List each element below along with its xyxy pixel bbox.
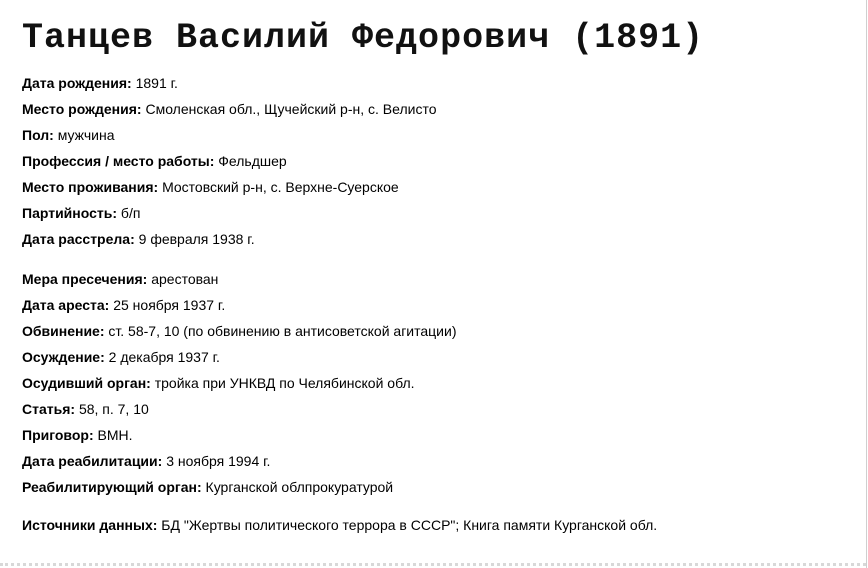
field-value: 1891 г.	[135, 75, 178, 91]
field-execution-date	[22, 226, 852, 252]
field-label: Мера пресечения:	[22, 271, 148, 287]
field-sources	[22, 512, 852, 538]
field-sex	[22, 122, 852, 148]
field-charge	[22, 318, 852, 344]
page-title: Танцев Василий Федорович (1891)	[22, 18, 705, 58]
field-value: Мостовский р-н, с. Верхне-Суерское	[162, 179, 399, 195]
field-value: б/п	[120, 205, 141, 221]
field-arrest-date	[22, 292, 852, 318]
field-rehabilitating-body	[22, 474, 852, 500]
field-article	[22, 396, 852, 422]
field-value: ст. 58-7, 10 (по обвинению в антисоветской агитации)	[108, 323, 457, 339]
field-label: Дата ареста:	[22, 297, 110, 313]
field-label: Место проживания:	[22, 179, 159, 195]
field-value: тройка при УНКВД по Челябинской обл.	[154, 375, 415, 391]
field-value: ВМН.	[97, 427, 133, 443]
field-convicting-body	[22, 370, 852, 396]
page-border	[866, 0, 867, 568]
field-label: Профессия / место работы:	[22, 153, 215, 169]
field-value: БД "Жертвы политического террора в СССР"; Книга памяти Курганской обл.	[161, 517, 658, 533]
field-party	[22, 200, 852, 226]
field-birth-date	[22, 70, 852, 96]
field-label: Пол:	[22, 127, 54, 143]
field-label: Дата рождения:	[22, 75, 132, 91]
field-label: Обвинение:	[22, 323, 105, 339]
field-value: 58, п. 7, 10	[78, 401, 149, 417]
field-value: 3 ноября 1994 г.	[166, 453, 271, 469]
field-label: Дата реабилитации:	[22, 453, 163, 469]
field-value: Фельдшер	[218, 153, 287, 169]
field-label: Статья:	[22, 401, 76, 417]
field-value: 9 февраля 1938 г.	[138, 231, 255, 247]
field-preventive-measure	[22, 266, 852, 292]
section-gap	[22, 500, 852, 512]
field-value: Смоленская обл., Щучейский р-н, с. Велисто	[145, 101, 437, 117]
field-rehabilitation-date	[22, 448, 852, 474]
record-fields	[22, 70, 852, 538]
field-sentence	[22, 422, 852, 448]
field-birth-place	[22, 96, 852, 122]
field-label: Приговор:	[22, 427, 94, 443]
field-value: Курганской облпрокуратурой	[205, 479, 394, 495]
field-label: Партийность:	[22, 205, 118, 221]
field-label: Осудивший орган:	[22, 375, 151, 391]
field-profession	[22, 148, 852, 174]
field-label: Осуждение:	[22, 349, 105, 365]
field-value: мужчина	[57, 127, 115, 143]
field-label: Место рождения:	[22, 101, 142, 117]
field-conviction-date	[22, 344, 852, 370]
field-value: 25 ноября 1937 г.	[113, 297, 226, 313]
field-residence	[22, 174, 852, 200]
field-value: 2 декабря 1937 г.	[108, 349, 220, 365]
field-label: Источники данных:	[22, 517, 158, 533]
field-label: Реабилитирующий орган:	[22, 479, 202, 495]
dotted-divider	[0, 563, 866, 566]
section-gap	[22, 252, 852, 266]
field-value: арестован	[151, 271, 219, 287]
field-label: Дата расстрела:	[22, 231, 135, 247]
